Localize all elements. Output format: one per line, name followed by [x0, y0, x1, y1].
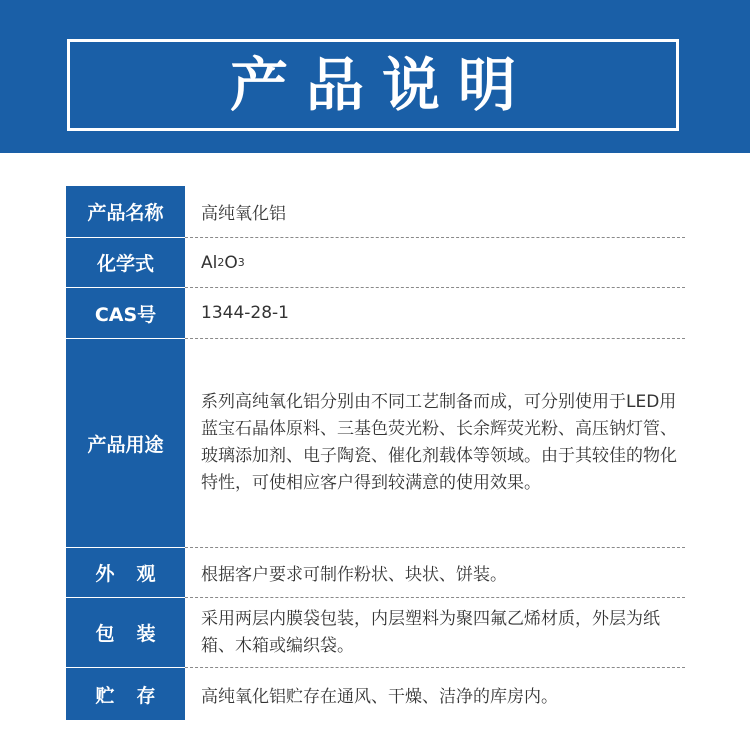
page-title: 产品说明	[229, 51, 534, 119]
row-formula	[66, 238, 685, 288]
row-label: 产品用途	[66, 339, 185, 548]
row-label: CAS号	[66, 288, 185, 339]
row-value: 1344-28-1	[185, 288, 685, 339]
formula-element: O	[224, 252, 238, 273]
row-storage	[66, 668, 685, 721]
row-value: 高纯氧化铝贮存在通风、干燥、洁净的库房内。	[201, 687, 558, 707]
row-value: 高纯氧化铝	[185, 186, 685, 238]
formula-element: Al	[201, 252, 218, 273]
spec-table	[66, 186, 685, 721]
row-cas	[66, 288, 685, 339]
row-label: 产品名称	[66, 186, 185, 238]
row-label: 外观	[66, 548, 185, 598]
row-appearance	[66, 548, 685, 598]
row-value: 根据客户要求可制作粉状、块状、饼装。	[185, 548, 685, 598]
row-value: 采用两层内膜袋包装，内层塑料为聚四氟乙烯材质，外层为纸箱、木箱或编织袋。	[185, 598, 685, 668]
row-packaging	[66, 598, 685, 668]
title-frame	[67, 39, 679, 131]
row-label: 贮存	[66, 668, 185, 721]
row-value: 系列高纯氧化铝分别由不同工艺制备而成，可分别使用于LED用蓝宝石晶体原料、三基色荧光粉、长余辉荧光粉、高压钠灯管、玻璃添加剂、电子陶瓷、催化剂载体等领域。由于其较佳的物化特性，可使相应客户得到较满意的使用效果。	[185, 339, 685, 548]
row-label: 包装	[66, 598, 185, 668]
row-label: 化学式	[66, 238, 185, 288]
chemical-formula: Al 2 O 3	[185, 238, 685, 288]
row-product-name	[66, 186, 685, 238]
header-banner	[0, 0, 750, 153]
row-usage	[66, 339, 685, 548]
